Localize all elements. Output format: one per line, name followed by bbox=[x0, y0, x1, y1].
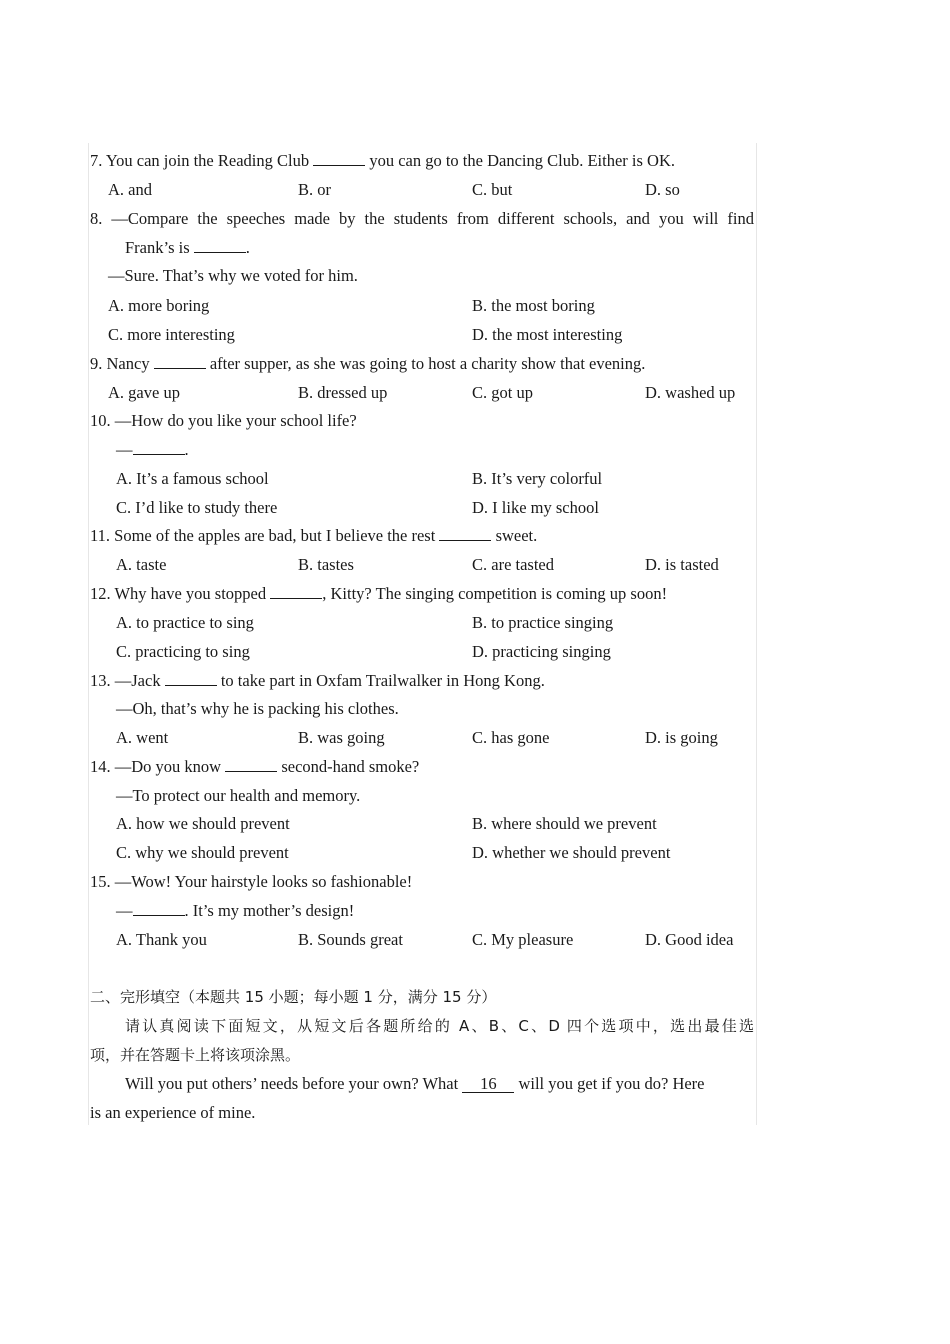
q9-option-a: A. gave up bbox=[108, 383, 180, 402]
question-14-reply: —To protect our health and memory. bbox=[116, 786, 361, 805]
q7-option-b: B. or bbox=[298, 180, 331, 199]
q15-option-b: B. Sounds great bbox=[298, 930, 403, 949]
q7-option-c: C. but bbox=[472, 180, 513, 199]
q10-option-d: D. I like my school bbox=[472, 498, 599, 517]
q12-option-a: A. to practice to sing bbox=[116, 613, 254, 632]
q8-option-b: B. the most boring bbox=[472, 296, 595, 315]
answer-blank bbox=[313, 151, 365, 166]
question-10-reply: — . bbox=[116, 440, 189, 459]
q8-option-a: A. more boring bbox=[108, 296, 210, 315]
passage-line-1: Will you put others’ needs before your own? What 16 will you get if you do? Here bbox=[125, 1074, 705, 1093]
q11-option-a: A. taste bbox=[116, 555, 167, 574]
q15-option-d: D. Good idea bbox=[645, 930, 734, 949]
q14-option-a: A. how we should prevent bbox=[116, 814, 290, 833]
answer-blank bbox=[154, 354, 206, 369]
question-7-stem: 7. You can join the Reading Club you can go to the Dancing Club. Either is OK. bbox=[90, 151, 675, 170]
question-12-stem: 12. Why have you stopped , Kitty? The singing competition is coming up soon! bbox=[90, 584, 668, 603]
q9-option-d: D. washed up bbox=[645, 383, 736, 402]
q7-option-d: D. so bbox=[645, 180, 680, 199]
q11-option-b: B. tastes bbox=[298, 555, 354, 574]
answer-blank bbox=[225, 757, 277, 772]
section-2-instruction: 请认真阅读下面短文，从短文后各题所给的 A、B、C、D 四个选项中，选出最佳选 bbox=[125, 1017, 754, 1035]
question-8-stem-cont: Frank’s is . bbox=[125, 238, 250, 257]
q13-option-b: B. was going bbox=[298, 728, 385, 747]
question-8-stem: 8. —Compare the speeches made by the students from different schools, and you will find bbox=[90, 209, 754, 228]
q9-option-c: C. got up bbox=[472, 383, 533, 402]
cloze-blank-16: 16 bbox=[462, 1074, 514, 1093]
q10-option-b: B. It’s very colorful bbox=[472, 469, 603, 488]
answer-blank bbox=[270, 584, 322, 599]
q10-option-c: C. I’d like to study there bbox=[116, 498, 278, 517]
answer-blank bbox=[133, 440, 185, 455]
q13-option-c: C. has gone bbox=[472, 728, 550, 747]
question-15-reply: — . It’s my mother’s design! bbox=[116, 901, 355, 920]
q13-option-d: D. is going bbox=[645, 728, 718, 747]
q10-option-a: A. It’s a famous school bbox=[116, 469, 269, 488]
answer-blank bbox=[194, 238, 246, 253]
question-13-reply: —Oh, that’s why he is packing his clothes. bbox=[116, 699, 399, 718]
question-10-stem: 10. —How do you like your school life? bbox=[90, 411, 357, 430]
question-15-stem: 15. —Wow! Your hairstyle looks so fashionable! bbox=[90, 872, 413, 891]
q13-option-a: A. went bbox=[116, 728, 169, 747]
q12-option-b: B. to practice singing bbox=[472, 613, 614, 632]
q11-option-d: D. is tasted bbox=[645, 555, 719, 574]
q14-option-b: B. where should we prevent bbox=[472, 814, 657, 833]
q12-option-d: D. practicing singing bbox=[472, 642, 611, 661]
question-8-reply: —Sure. That’s why we voted for him. bbox=[108, 266, 358, 285]
section-2-heading: 二、完形填空（本题共 15 小题；每小题 1 分，满分 15 分） bbox=[90, 988, 497, 1006]
section-2-instruction-cont: 项，并在答题卡上将该项涂黑。 bbox=[90, 1046, 301, 1064]
page-frame bbox=[88, 143, 757, 1125]
answer-blank bbox=[439, 526, 491, 541]
question-13-stem: 13. —Jack to take part in Oxfam Trailwalker in Hong Kong. bbox=[90, 671, 545, 690]
question-14-stem: 14. —Do you know second-hand smoke? bbox=[90, 757, 420, 776]
passage-line-2: is an experience of mine. bbox=[90, 1103, 256, 1122]
q12-option-c: C. practicing to sing bbox=[116, 642, 250, 661]
q14-option-d: D. whether we should prevent bbox=[472, 843, 671, 862]
q7-option-a: A. and bbox=[108, 180, 152, 199]
answer-blank bbox=[133, 901, 185, 916]
q9-option-b: B. dressed up bbox=[298, 383, 388, 402]
q8-option-d: D. the most interesting bbox=[472, 325, 623, 344]
q15-option-a: A. Thank you bbox=[116, 930, 207, 949]
q11-option-c: C. are tasted bbox=[472, 555, 555, 574]
q14-option-c: C. why we should prevent bbox=[116, 843, 289, 862]
q8-option-c: C. more interesting bbox=[108, 325, 235, 344]
q15-option-c: C. My pleasure bbox=[472, 930, 574, 949]
question-11-stem: 11. Some of the apples are bad, but I believe the rest sweet. bbox=[90, 526, 538, 545]
question-9-stem: 9. Nancy after supper, as she was going to host a charity show that evening. bbox=[90, 354, 646, 373]
answer-blank bbox=[165, 671, 217, 686]
